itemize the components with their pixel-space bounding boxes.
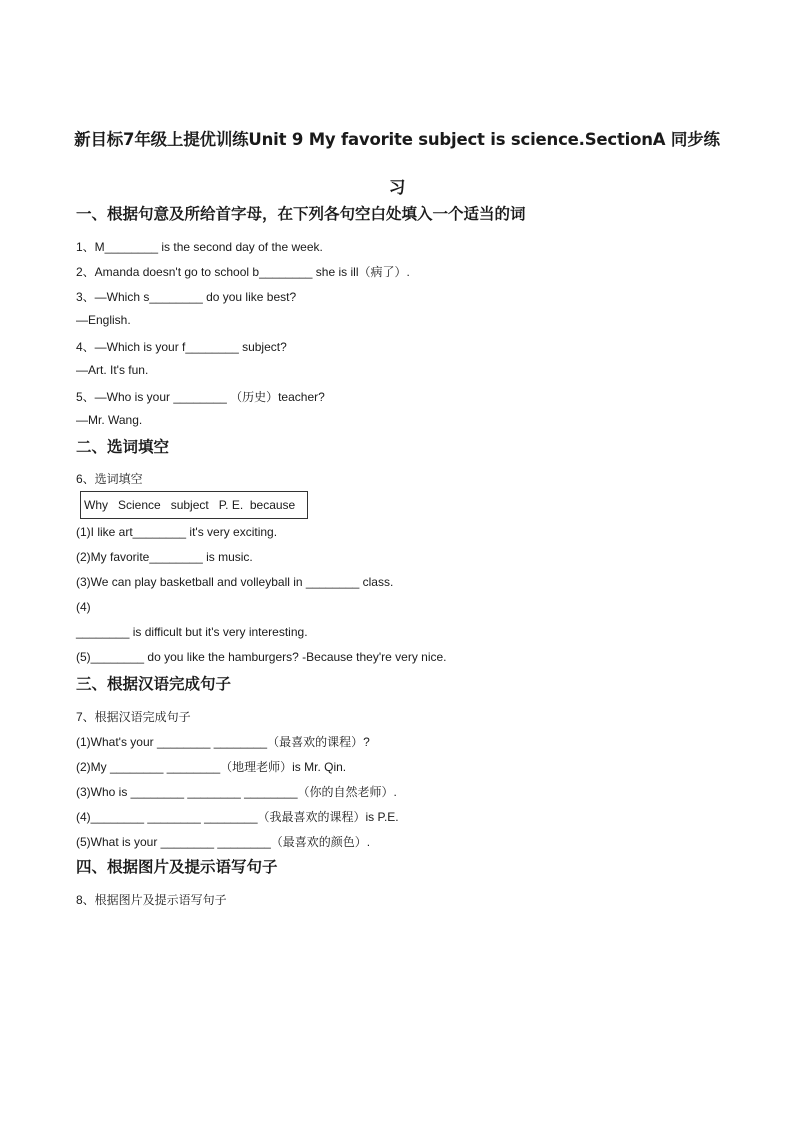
question-7-1: (1)What's your ________ ________（最喜欢的课程）? (76, 735, 370, 749)
section-heading-3: 三、根据汉语完成句子 (76, 675, 232, 693)
section-heading-1: 一、根据句意及所给首字母，在下列各句空白处填入一个适当的词 (76, 205, 526, 223)
question-2: 2、Amanda doesn't go to school b________ she is ill（病了）. (76, 265, 410, 279)
question-3: 3、—Which s________ do you like best? (76, 290, 297, 304)
question-1: 1、M________ is the second day of the week. (76, 240, 323, 254)
answer-4: —Art. It's fun. (76, 363, 149, 377)
question-6-4: ________ is difficult but it's very interesting. (76, 625, 308, 639)
title-line-2: 习 (388, 178, 406, 197)
question-7-4: (4)________ ________ ________（我最喜欢的课程）is P.E. (76, 810, 399, 824)
title-line-1: 新目标7年级上提优训练Unit 9 My favorite subject is science.SectionA 同步练 (74, 130, 720, 149)
question-7: 7、根据汉语完成句子 (76, 710, 191, 724)
question-8: 8、根据图片及提示语写句子 (76, 893, 227, 907)
question-7-5: (5)What is your ________ ________（最喜欢的颜色）. (76, 835, 371, 849)
section-heading-2: 二、选词填空 (76, 438, 170, 456)
question-6-4-label: (4) (76, 600, 91, 614)
question-6-5: (5)________ do you like the hamburgers? -Because they're very nice. (76, 650, 447, 664)
question-6-3: (3)We can play basketball and volleyball in ________ class. (76, 575, 394, 589)
question-7-3: (3)Who is ________ ________ ________（你的自然老师）. (76, 785, 397, 799)
answer-5: —Mr. Wang. (76, 413, 143, 427)
question-7-2: (2)My ________ ________（地理老师）is Mr. Qin. (76, 760, 347, 774)
answer-3: —English. (76, 313, 131, 327)
question-6-2: (2)My favorite________ is music. (76, 550, 253, 564)
document-title (60, 116, 734, 212)
word-box: Why Science subject P. E. because (80, 491, 308, 519)
section-heading-4: 四、根据图片及提示语写句子 (76, 858, 278, 876)
question-5: 5、—Who is your ________ （历史）teacher? (76, 390, 325, 404)
question-4: 4、—Which is your f________ subject? (76, 340, 287, 354)
question-6: 6、选词填空 (76, 472, 143, 486)
question-6-1: (1)I like art________ it's very exciting. (76, 525, 278, 539)
